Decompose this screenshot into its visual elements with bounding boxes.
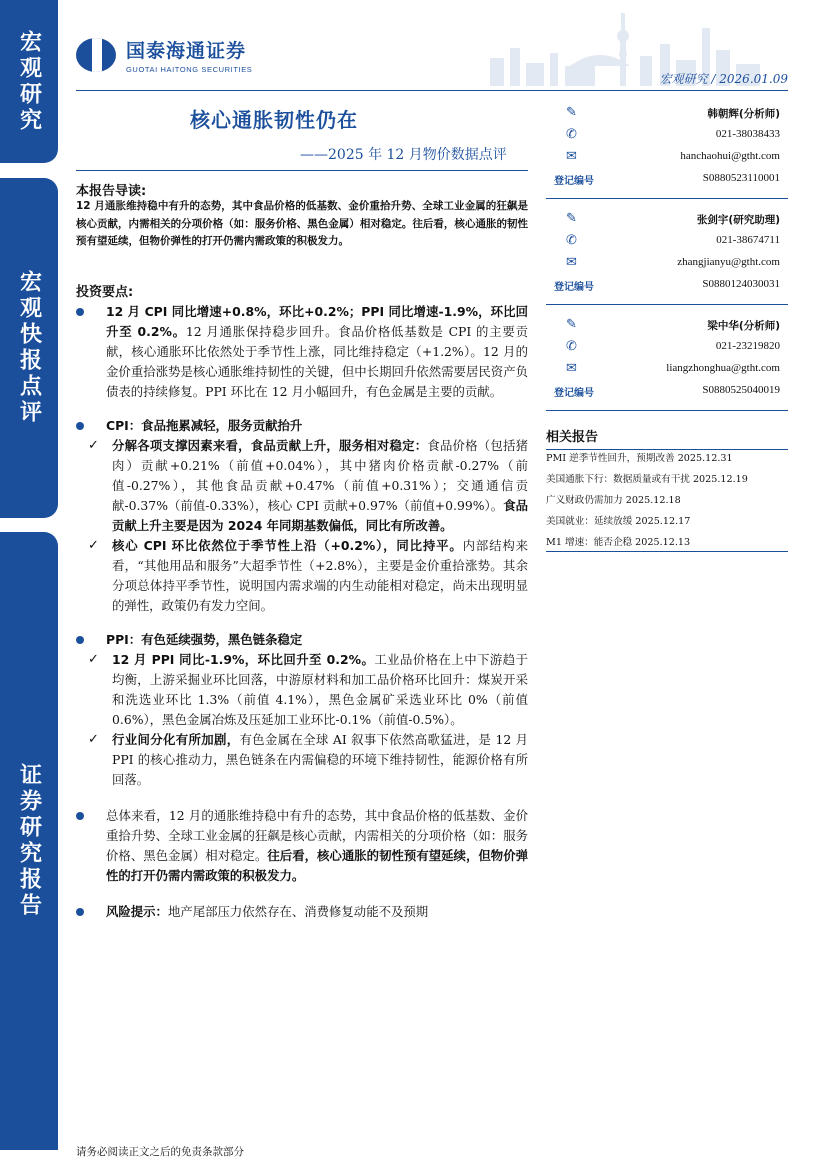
cpi-check-2-text: 内部结构来看，“其他用品和服务”大超季节性（+2.8%），主要是金价重拾涨势。其余分项总体持平季节性，说明国内需求端的内生动能相对稳定，尚未出现明显的弹性，政策仍有发力空间。 [112, 538, 529, 613]
cpi-check-1-bold: 分解各项支撑因素来看，食品贡献上升，服务相对稳定： [112, 438, 428, 453]
person-icon: ✎ [566, 317, 577, 332]
sidebar-tab-label: 证券研究报告 [16, 763, 42, 919]
report-category: 宏观研究 [659, 72, 708, 86]
analyst-divider [546, 410, 788, 411]
analyst-reg: S0880523110001 [702, 172, 780, 184]
header-divider [76, 90, 788, 91]
bullet-icon [76, 812, 84, 820]
intro-heading: 本报告导读: [76, 184, 147, 199]
sidebar-tab-label: 宏观研究 [16, 29, 42, 134]
analyst-card-2 [546, 210, 788, 305]
cpi-check-1-text: 食品价格（包括猪肉）贡献+0.21%（前值+0.04%），其中猪肉价格贡献-0.27%（前值-0.27%），其他食品贡献+0.47%（前值+0.31%）；交通通信贡献-0.37%（前值-0.33%），核心 CPI 贡献+0.97%（前值+0.99%）。 [112, 438, 529, 513]
reg-label: 登记编号 [554, 282, 594, 293]
company-name-cn: 国泰海通证券 [126, 40, 247, 62]
reg-label: 登记编号 [554, 388, 594, 399]
related-reports-list [546, 448, 788, 553]
analyst-email[interactable]: zhangjianyu@gtht.com [677, 256, 780, 268]
key-point-1-text: 12 月通胀保持稳步回升。食品价格低基数是 CPI 的主要贡献，核心通胀环比依然处于季节性上涨，同比维持稳定（+1.2%）。12 月的金价重拾涨势是核心通胀维持韧性的关键，但中长期回升依然需要居民资产负债表的持续修复。PPI 环比在 12 月小幅回升，有色金属是主要的贡献。 [106, 324, 528, 399]
bullet-icon [76, 308, 84, 316]
analyst-divider [546, 304, 788, 305]
check-icon: ✓ [88, 538, 99, 553]
analyst-card-1 [546, 104, 788, 199]
person-icon: ✎ [566, 211, 577, 226]
email-icon: ✉ [566, 149, 577, 164]
analyst-email[interactable]: liangzhonghua@gtht.com [666, 362, 780, 374]
summary-point [76, 806, 528, 886]
related-report-item[interactable]: 美国就业：延续放缓 2025.12.17 [546, 516, 691, 527]
analyst-name: 张剑宇(研究助理) [696, 214, 780, 226]
summary-text: 总体来看，12 月的通胀维持稳中有升的态势，其中食品价格的低基数、金价重拾升势、全球工业金属的狂飙是核心贡献，内需相关的分项价格（如：服务价格、黑色金属）相对稳定。 [106, 808, 528, 863]
ppi-check-2 [76, 730, 528, 790]
analyst-divider [546, 198, 788, 199]
analyst-phone: 021-38038433 [715, 128, 780, 140]
report-title: 核心通胀韧性仍在 [190, 108, 358, 132]
logo-icon [76, 38, 116, 72]
risk-point [76, 902, 528, 922]
ppi-check-1-bold: 12 月 PPI 同比-1.9%，环比回升至 0.2%。 [112, 652, 375, 667]
cpi-heading [76, 416, 528, 436]
header-meta [660, 70, 788, 87]
related-reports-divider [546, 551, 788, 552]
analyst-card-3 [546, 316, 788, 411]
related-report-item[interactable]: M1 增速：能否企稳 2025.12.13 [546, 537, 691, 548]
summary-bold: 往后看，核心通胀的韧性预有望延续，但物价弹性的打开仍需内需政策的积极发力。 [106, 848, 529, 883]
email-icon: ✉ [566, 255, 577, 270]
ppi-heading [76, 630, 528, 650]
key-point-1-bold: 12 月 CPI 同比增速+0.8%，环比+0.2%；PPI 同比增速-1.9%，环比回升至 0.2%。 [106, 304, 528, 339]
check-icon: ✓ [88, 652, 99, 667]
cpi-check-2 [76, 536, 528, 616]
company-logo [76, 36, 252, 74]
ppi-check-2-bold: 行业间分化有所加剧， [112, 732, 240, 747]
related-report-item[interactable]: 广义财政仍需加力 2025.12.18 [546, 495, 681, 506]
company-name-en: GUOTAI HAITONG SECURITIES [126, 65, 253, 74]
report-subtitle: ——2025 年 12 月物价数据点评 [300, 147, 507, 163]
disclaimer-footer: 请务必阅读正文之后的免责条款部分 [76, 1146, 244, 1158]
email-icon: ✉ [566, 361, 577, 376]
phone-icon: ✆ [566, 127, 577, 142]
title-divider [76, 170, 528, 171]
key-point-1 [76, 302, 528, 402]
risk-text: 地产尾部压力依然存在、消费修复动能不及预期 [167, 904, 429, 919]
sidebar-tab-macro-research [0, 0, 58, 163]
person-icon: ✎ [566, 105, 577, 120]
related-report-item[interactable]: 美国通胀下行：数据质量或有干扰 2025.12.19 [546, 474, 748, 485]
ppi-check-1 [76, 650, 528, 730]
ppi-check-2-text: 有色金属在全球 AI 叙事下依然高歌猛进，是 12 月 PPI 的核心推动力，黑色链条在内需偏稳的环境下维持韧性，能源价格有所回落。 [112, 732, 528, 787]
report-date: 2026.01.09 [719, 72, 788, 86]
phone-icon: ✆ [566, 233, 577, 248]
bullet-icon [76, 908, 84, 916]
check-icon: ✓ [88, 732, 99, 747]
analyst-name: 梁中华(分析师) [707, 320, 780, 332]
key-points-body [76, 302, 528, 922]
cpi-heading-text: CPI：食品拖累减轻，服务贡献抬升 [106, 418, 303, 433]
analyst-phone: 021-38674711 [716, 234, 780, 246]
cpi-check-1-bold2: 食品贡献上升主要是因为 2024 年同期基数偏低，同比有所改善。 [112, 498, 528, 533]
analyst-reg: S0880124030031 [702, 278, 780, 290]
related-reports-heading: 相关报告 [546, 426, 788, 450]
meta-separator: / [711, 72, 720, 86]
analyst-phone: 021-23219820 [715, 340, 780, 352]
analyst-name: 韩朝辉(分析师) [707, 108, 780, 120]
sidebar-tab-macro-flash [0, 178, 58, 518]
related-report-item[interactable]: PMI 逆季节性回升，预期改善 2025.12.31 [546, 453, 733, 464]
reg-label: 登记编号 [554, 176, 594, 187]
ppi-check-1-text: 工业品价格在上中下游趋于均衡，上游采掘业环比回落，中游原材料和加工品价格环比回升：煤炭开采和洗选业环比 1.3%（前值 4.1%），黑色金属矿采选业环比 0%（前值 0.6%），黑色金属冶炼及压延加工业环比-0.1%（前值-0.5%）。 [112, 652, 528, 727]
key-points-heading: 投资要点: [76, 285, 134, 300]
bullet-icon [76, 636, 84, 644]
intro-text: 12 月通胀维持稳中有升的态势，其中食品价格的低基数、金价重拾升势、全球工业金属的狂飙是核心贡献，内需相关的分项价格（如：服务价格、黑色金属）相对稳定。往后看，核心通胀的韧性预有望延续，但物价弹性的打开仍需内需政策的积极发力。 [76, 200, 528, 247]
ppi-heading-text: PPI：有色延续强势，黑色链条稳定 [106, 632, 303, 647]
risk-bold: 风险提示： [106, 904, 168, 919]
check-icon: ✓ [88, 438, 99, 453]
cpi-check-1 [76, 436, 528, 536]
bullet-icon [76, 422, 84, 430]
sidebar-tab-label: 宏观快报点评 [16, 270, 42, 426]
sidebar-tab-securities-report [0, 532, 58, 1150]
cpi-check-2-bold: 核心 CPI 环比依然位于季节性上沿（+0.2%），同比持平。 [112, 538, 463, 553]
analyst-reg: S0880525040019 [702, 384, 780, 396]
phone-icon: ✆ [566, 339, 577, 354]
analyst-email[interactable]: hanchaohui@gtht.com [680, 150, 780, 162]
